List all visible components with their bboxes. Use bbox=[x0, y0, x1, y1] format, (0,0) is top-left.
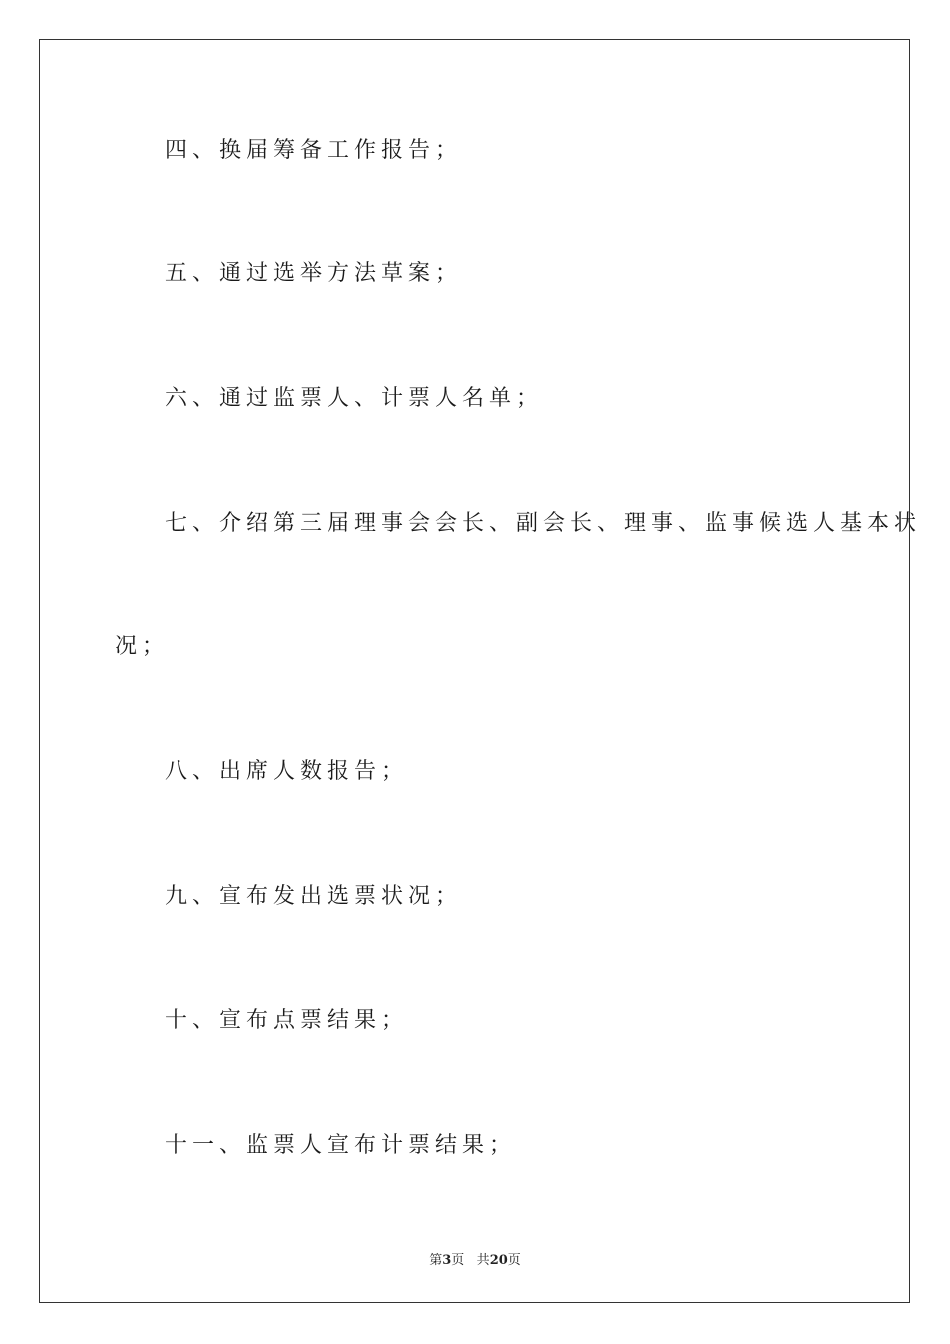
item-9-line: 九、宣布发出选票状况； bbox=[165, 884, 463, 909]
footer-page-prefix: 第 bbox=[429, 1253, 443, 1268]
item-6-line: 六、通过监票人、计票人名单； bbox=[165, 386, 544, 411]
footer-total-prefix: 共 bbox=[476, 1253, 490, 1268]
footer-page-number: 3 bbox=[442, 1253, 452, 1268]
item-7-line: 七、介绍第三届理事会会长、副会长、理事、监事候选人基本状 bbox=[165, 511, 922, 536]
footer-total-pages: 20 bbox=[489, 1253, 508, 1268]
footer-page-suffix: 页 bbox=[451, 1253, 465, 1268]
page-footer bbox=[0, 1249, 950, 1268]
item-11-line: 十一、监票人宣布计票结果； bbox=[165, 1133, 517, 1158]
item-10-line: 十、宣布点票结果； bbox=[165, 1008, 409, 1033]
item-7-continuation-line: 况； bbox=[115, 634, 170, 659]
page-border bbox=[39, 39, 910, 1303]
footer-total-suffix: 页 bbox=[507, 1253, 521, 1268]
item-5-line: 五、通过选举方法草案； bbox=[165, 261, 463, 286]
item-8-line: 八、出席人数报告； bbox=[165, 759, 409, 784]
item-4-line: 四、换届筹备工作报告； bbox=[165, 138, 463, 163]
